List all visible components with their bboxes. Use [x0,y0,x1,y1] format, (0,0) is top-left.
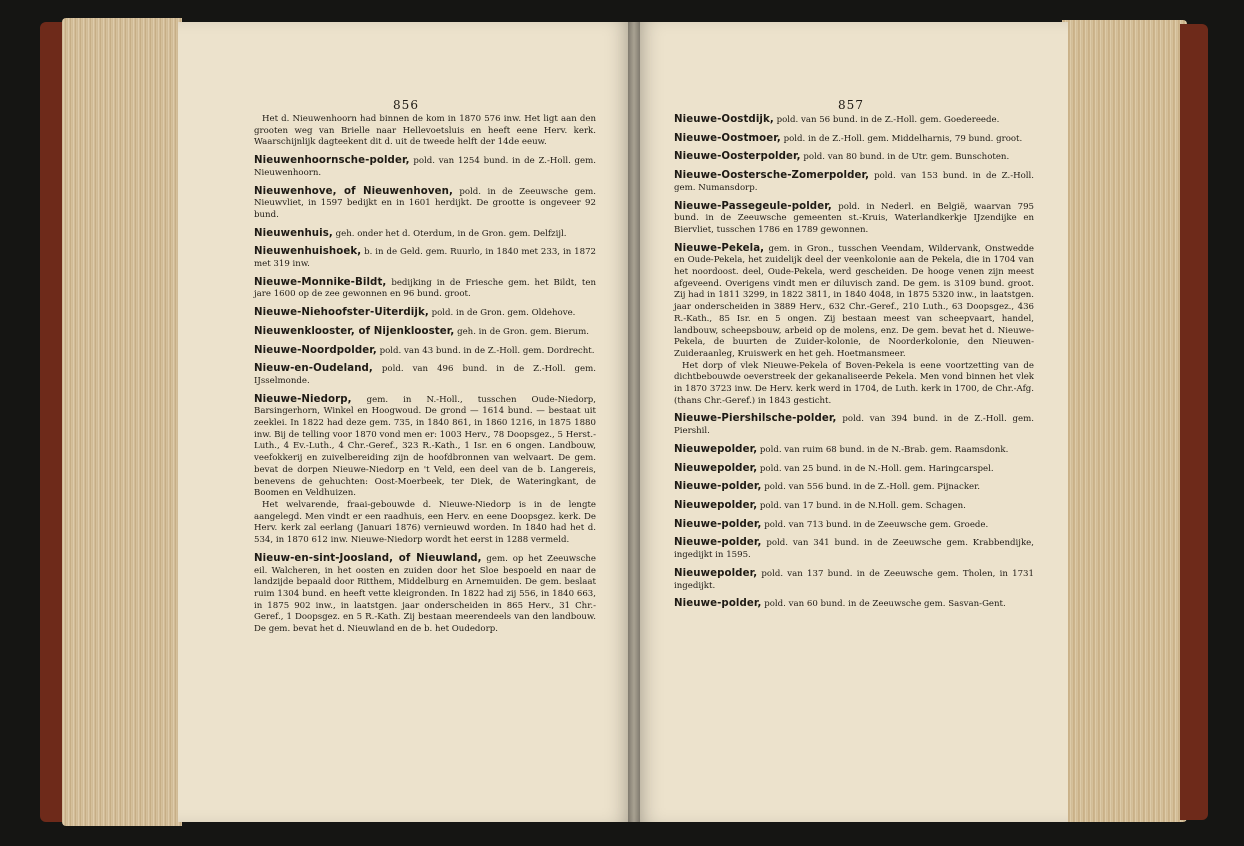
entry [674,114,1034,127]
entry [674,444,1034,457]
entry-text: b. in de Geld. gem. Ruurlo, in 1840 met 233, in 1872 met 319 inw. [254,247,597,270]
entry [674,170,1034,194]
left-page [178,22,634,822]
entry-heading: Nieuwe-polder, [674,598,762,610]
entry [674,519,1034,532]
entry [674,598,1034,611]
entry-text: pold. in Nederl. en België, waarvan 795 bund. in de Zeeuwsche gemeenten st.-Kruis, Waterlandkerkje IJzendijke en Biervliet, tusschen 1786 en 1789 gewonnen. [674,201,1035,235]
entry-text: pold. van 713 bund. in de Zeeuwsche gem. Groede. [764,519,989,530]
entry [674,151,1034,164]
entry-heading: Nieuw-en-Oudeland, [254,363,373,375]
book-gutter [628,22,640,822]
entry-heading: Nieuwenhuis, [254,227,333,239]
entry-heading: Nieuwenhuishoek, [254,246,362,258]
right-page-text [674,114,1034,617]
entry-heading: Nieuwe-Oostersche-Zomerpolder, [674,170,870,182]
entry [254,277,596,301]
entry-text: pold. van 556 bund. in de Z.-Holl. gem. Pijnacker. [764,482,981,493]
entry-text: gem. op het Zeeuwsche eil. Walcheren, in het oosten en zuiden door het Sloe bespoeld en naar de landzijde bepaald door Ritthem, Middelburg en Arnemuiden. De gem. beslaat ruim 1304 bund. en heeft vette kleigronden. In 1822 had zij 556, in 1840 663, in 1875 902 inw., in laatstgen. jaar onderscheiden in 865 Herv., 31 Chr.-Geref., 1 Doopsgez. en 5 R.-Kath. Zij bestaan meerendeels van den landbouw. De gem. bevat het d. Nieuwland en de b. het Oudedorp. [254,553,596,635]
entry-heading: Nieuwe-Oosterpolder, [674,151,801,163]
left-page-text [254,114,596,642]
entry [674,568,1034,592]
entry-text: pold. van 60 bund. in de Zeeuwsche gem. Sasvan-Gent. [764,599,1006,610]
entry-heading: Nieuwe-Niehoofster-Uiterdijk, [254,307,429,319]
entry-text: pold. van 25 bund. in de N.-Holl. gem. Haringcarspel. [759,463,994,474]
entry-text: pold. van 394 bund. in de Z.-Holl. gem. Piershil. [674,414,1034,437]
entry-text: pold. van 1254 bund. in de Z.-Holl. gem. Nieuwenhoorn. [254,156,597,178]
entry [254,394,596,500]
entry-heading: Nieuwepolder, [674,499,758,511]
entry-text: pold. van 80 bund. in de Utr. gem. Bunschoten. [803,152,1010,163]
page-number: 856 [393,98,419,112]
entry [254,553,596,636]
entry-heading: Nieuwe-Piershilsche-polder, [674,413,837,425]
entry-heading: Nieuwenhoornsche-polder, [254,155,410,167]
entry-heading: Nieuwenklooster, of Nijenklooster, [254,325,455,337]
entry-text: geh. onder het d. Oterdum, in de Gron. gem. Delfzijl. [335,228,567,239]
entry [674,500,1034,513]
entry [674,413,1034,437]
entry-text: pold. in de Gron. gem. Oldehove. [431,308,576,319]
entry [674,243,1034,361]
entry [254,186,596,222]
entry-text: geh. in de Gron. gem. Bierum. [457,326,590,337]
entry-paragraph: Het dorp of vlek Nieuwe-Pekela of Boven-Pekela is eene voortzetting van de dichtbebouwde oeverstreek der gekanaliseerde Pekela. Men vond binnen het vlek in 1870 3723 inw. De Herv. kerk werd in 1704, de Luth. kerk in 1700, de Chr.-Afg. (thans Chr.-Geref.) in 1843 gesticht. [674,360,1034,406]
entry-heading: Nieuwe-polder, [674,518,762,530]
entry [674,463,1034,476]
entry-heading: Nieuwe-Pekela, [674,242,765,254]
entry [674,537,1034,561]
entry-heading: Nieuwe-Monnike-Bildt, [254,276,387,288]
entry-text: pold. van 341 bund. in de Zeeuwsche gem. Krabbendijke, ingedijkt in 1595. [674,538,1034,561]
entry [254,246,596,270]
entry-heading: Nieuwe-polder, [674,481,762,493]
intro-paragraph: Het d. Nieuwenhoorn had binnen de kom in 1870 576 inw. Het ligt aan den grooten weg van Brielle naar Hellevoetsluis en heeft eene Herv. kerk. Waarschijnlijk dagteekent dit d. uit de tweede helft der 14de eeuw. [254,114,596,148]
entry-text: pold. van ruim 68 bund. in de N.-Brab. gem. Raamsdonk. [759,444,1009,455]
entry-text: pold. in de Zeeuwsche gem. Nieuwvliet, in 1597 bedijkt en in 1601 herdijkt. De grootte is ongeveer 92 bund. [254,186,596,220]
right-page [634,22,1068,822]
entry [674,201,1034,237]
entry-paragraph: Het welvarende, fraai-gebouwde d. Nieuwe-Niedorp is in de lengte aangelegd. Men vindt er een raadhuis, een Herv. en eene Doopsgez. kerk. De Herv. kerk zal eerlang (Januari 1876) vernieuwd worden. In 1840 had het d. 534, in 1870 612 inw. Nieuwe-Niedorp wordt het eerst in 1288 vermeld. [254,499,596,546]
entry-heading: Nieuwepolder, [674,567,758,579]
entry-text: pold. van 17 bund. in de N.Holl. gem. Schagen. [759,500,966,511]
entry [674,133,1034,146]
entry-text: gem. in Gron., tusschen Veendam, Wildervank, Onstwedde en Oude-Pekela, het zuidelijk deel der veenkolonie aan de Pekela, die in 1704 van het noordoost. deel, Oude-Pekela, werd gescheiden. De hooge venen zijn meest afgeveend. Overigens vindt men er diluvisch zand. De gem. is 3109 bund. groot. Zij had in 1811 3299, in 1822 3811, in 1840 4048, in 1875 5320 inw., in laatstgen. jaar onderscheiden in 3889 Herv., 632 Chr.-Geref., 210 Luth., 63 Doopsgez., 436 R.-Kath., 85 Isr. en 5 ongen. Zij bestaan meest van scheepvaart, handel, landbouw, scheepsbouw, arbeid op de molens, enz. De gem. bevat het d. Nieuwe-Pekela, de buurten de Zuider-kolonie, de Noorderkolonie, den Nieuwen-Zuideraanleg, Kruiswerk en het geh. Hoetmansmeer. [674,243,1034,359]
entry-text: gem. in N.-Holl., tusschen Oude-Niedorp, Barsingerhorn, Winkel en Hoogwoud. De grond — 1614 bund. — bestaat uit zeeklei. In 1822 had deze gem. 735, in 1840 861, in 1860 1216, in 1875 1880 inw. Bij de telling voor 1870 vond men er: 1003 Herv., 78 Doopsgez., 5 Herst.-Luth., 4 Ev.-Luth., 4 Chr.-Geref., 323 R.-Kath., 1 Isr. en 6 ongen. Landbouw, veefokkerij en zuivelbereiding zijn de hoofdbronnen van welvaart. De gem. bevat de dorpen Nieuwe-Niedorp en 't Veld, een deel van de b. Langereis, benevens de gehuchten: Oost-Moerbeek, ter Diek, de Wateringkant, de Boomen en Veldhuizen. [254,394,596,499]
entry-heading: Nieuwe-Noordpolder, [254,344,377,356]
entry-text: pold. van 137 bund. in de Zeeuwsche gem. Tholen, in 1731 ingedijkt. [674,568,1034,591]
entry-heading: Nieuwe-Passegeule-polder, [674,200,832,212]
entry [254,326,596,339]
entry-text: pold. van 496 bund. in de Z.-Holl. gem. IJsselmonde. [254,364,596,386]
entry [254,307,596,320]
entry [674,481,1034,494]
left-page-edges [62,18,182,826]
entry [254,345,596,358]
entry-heading: Nieuw-en-sint-Joosland, of Nieuwland, [254,552,482,564]
entry-heading: Nieuwepolder, [674,443,758,455]
entry-text: pold. van 153 bund. in de Z.-Holl. gem. Numansdorp. [674,171,1034,193]
page-number: 857 [838,98,864,112]
entry-heading: Nieuwe-Oostdijk, [674,114,774,125]
right-page-edges [1062,20,1187,822]
entry [254,155,596,179]
entry [254,228,596,241]
entry-text: bedijking in de Friesche gem. het Bildt, ten jare 1600 op de zee gewonnen en 96 bund. groot. [254,277,596,300]
entry-heading: Nieuwe-Oostmoer, [674,132,781,144]
entry-heading: Nieuwe-Niedorp, [254,393,352,405]
entry-heading: Nieuwepolder, [674,462,758,474]
entry-heading: Nieuwe-polder, [674,537,762,549]
entry-text: pold. van 56 bund. in de Z.-Holl. gem. Goedereede. [776,115,1000,125]
right-cover [1180,24,1208,820]
entry-text: pold. in de Z.-Holl. gem. Middelharnis, 79 bund. groot. [783,133,1023,144]
entry-heading: Nieuwenhove, of Nieuwenhoven, [254,185,453,197]
entry-text: pold. van 43 bund. in de Z.-Holl. gem. Dordrecht. [379,345,595,356]
entry [254,363,596,387]
